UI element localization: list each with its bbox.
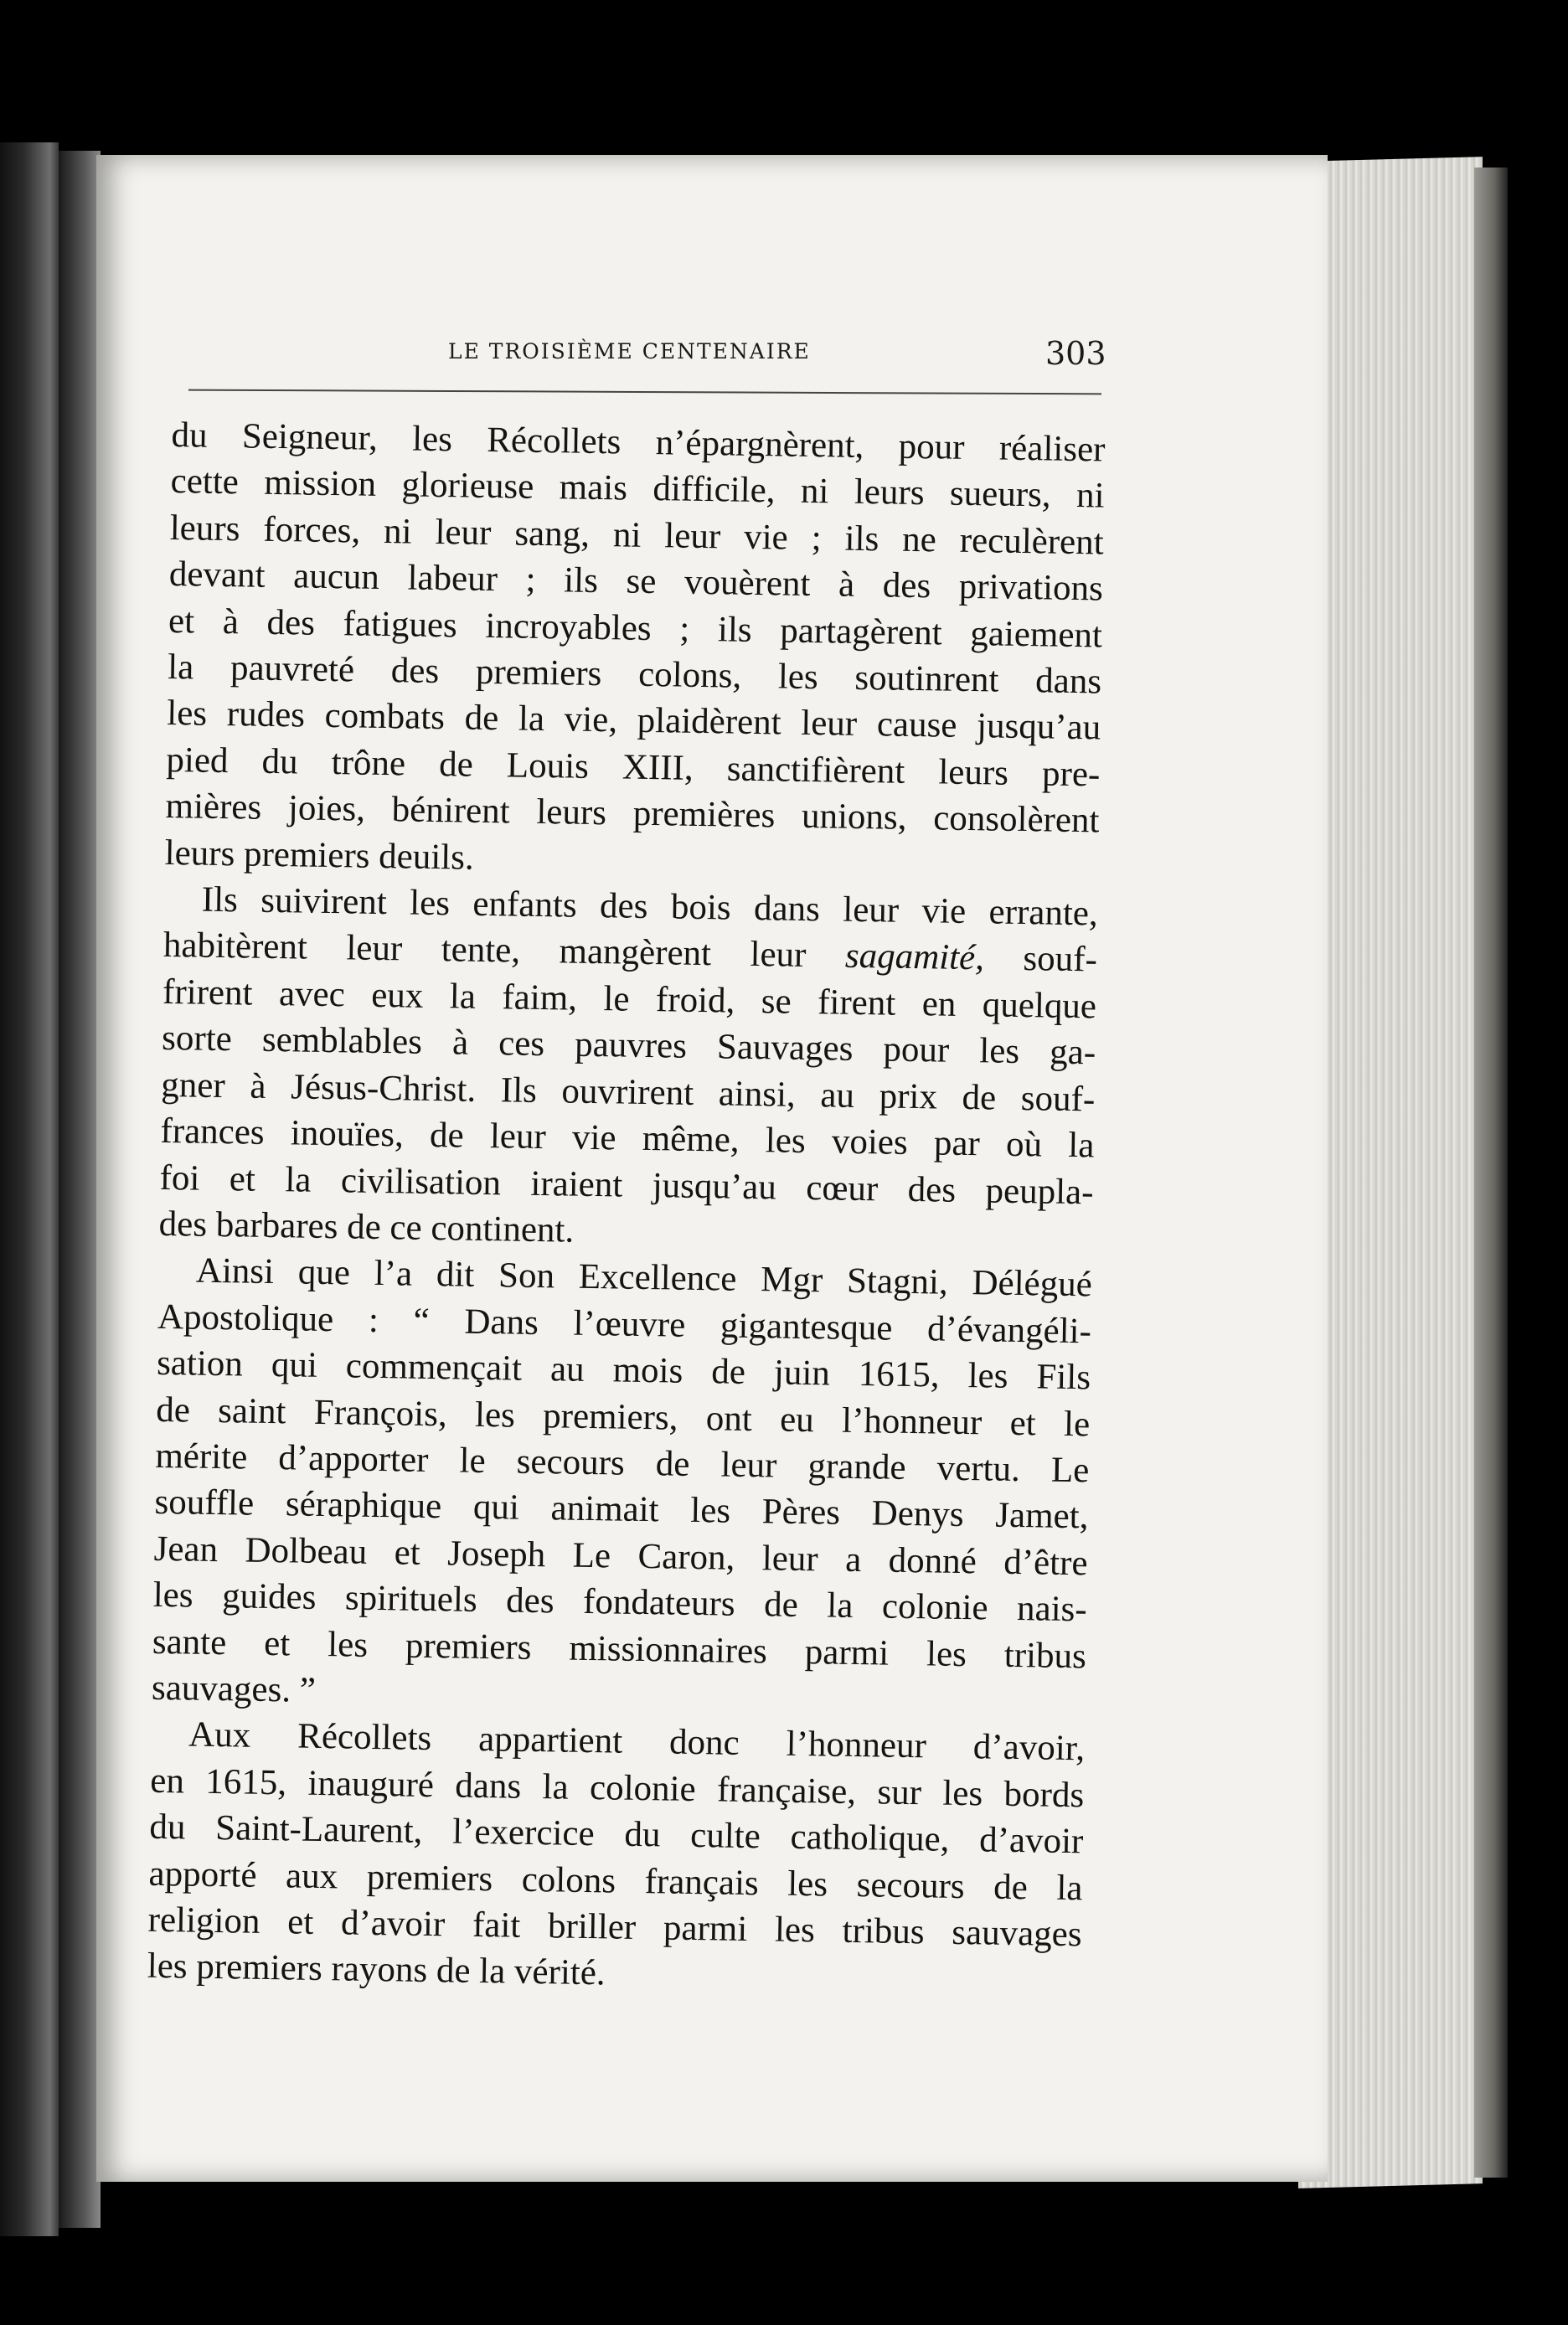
text-line: foi et la civilisation iraient jusqu’au cœur des peupla- [159, 1157, 1094, 1212]
text-line: du Seigneur, les Récollets n’épargnèrent, pour réaliser [171, 415, 1106, 470]
text-line: de saint François, les premiers, ont eu l’honneur et le [155, 1389, 1091, 1444]
text-line: du Saint-Laurent, l’exercice du culte catholique, d’avoir [149, 1807, 1084, 1862]
text-line: frances inouïes, de leur vie même, les voies par où la [160, 1111, 1095, 1166]
text-line: les premiers rayons de la vérité. [147, 1946, 606, 1993]
paragraph [152, 1247, 1093, 1726]
text-line: gner à Jésus-Christ. Ils ouvrirent ainsi, au prix de souf- [161, 1065, 1096, 1120]
page-number: 303 [1045, 335, 1106, 372]
paragraph [147, 1711, 1085, 2004]
text-line: souffle séraphique qui animait les Pères Denys Jamet, [154, 1482, 1089, 1537]
running-title: LE TROISIÈME CENTENAIRE [448, 339, 811, 363]
paragraph [164, 412, 1106, 891]
text-line: leurs premiers deuils. [164, 833, 475, 878]
book-gutter [59, 151, 101, 2228]
paragraph [158, 876, 1098, 1262]
text-line: sation qui commençait au mois de juin 1615, les Fils [156, 1343, 1091, 1398]
text-line: apporté aux premiers colons français les secours de la [148, 1853, 1083, 1908]
text-line: sorte semblables à ces pauvres Sauvages pour les ga- [161, 1018, 1096, 1073]
text-line: pied du trône de Louis XIII, sanctifièrent leurs pre- [166, 740, 1101, 795]
text-line: les guides spirituels des fondateurs de la colonie nais- [152, 1575, 1088, 1630]
text-line: mérite d’apporter le secours de leur grande vertu. Le [155, 1436, 1090, 1491]
text-line: des barbares de ce continent. [158, 1204, 575, 1250]
text-segment: habitèrent leur tente, mangèrent leur [162, 925, 846, 977]
text-line: religion et d’avoir fait briller parmi les tribus sauvages [147, 1900, 1082, 1955]
book-cover-edge [1474, 168, 1508, 2178]
page-body [147, 412, 1105, 2004]
text-line: la pauvreté des premiers colons, les soutinrent dans [167, 647, 1102, 702]
text-line: Aux Récollets appartient donc l’honneur d’avoir, [188, 1714, 1086, 1769]
text-line: mières joies, bénirent leurs premières unions, consolèrent [165, 786, 1100, 841]
text-line: Ainsi que l’a dit Son Excellence Mgr Stagni, Délégué [195, 1250, 1093, 1305]
text-line: devant aucun labeur ; ils se vouèrent à des privations [168, 554, 1104, 609]
text-line: les rudes combats de la vie, plaidèrent leur cause jusqu’au [166, 693, 1101, 748]
text-line: leurs forces, ni leur sang, ni leur vie ; ils ne reculèrent [169, 508, 1105, 563]
text-line: sauvages. ” [151, 1668, 317, 1710]
text-line: Ils suivirent les enfants des bois dans leur vie errante, [201, 879, 1099, 934]
text-line: cette mission glorieuse mais difficile, ni leurs sueurs, ni [170, 461, 1105, 516]
text-line: frirent avec eux la faim, le froid, se firent en quelque [162, 972, 1097, 1027]
text-segment: souf- [983, 938, 1098, 980]
text-line: Jean Dolbeau et Joseph Le Caron, leur a donné d’être [153, 1529, 1088, 1584]
text-line: sante et les premiers missionnaires parmi les tribus [152, 1621, 1087, 1676]
text-line: et à des fatigues incroyables ; ils partagèrent gaiement [168, 601, 1103, 656]
italic-term: sagamité, [844, 936, 985, 978]
text-line: en 1615, inauguré dans la colonie française, sur les bords [149, 1761, 1085, 1816]
text-line: Apostolique : “ Dans l’œuvre gigantesque d’évangéli- [157, 1297, 1092, 1352]
facing-page-edge [0, 142, 59, 2236]
